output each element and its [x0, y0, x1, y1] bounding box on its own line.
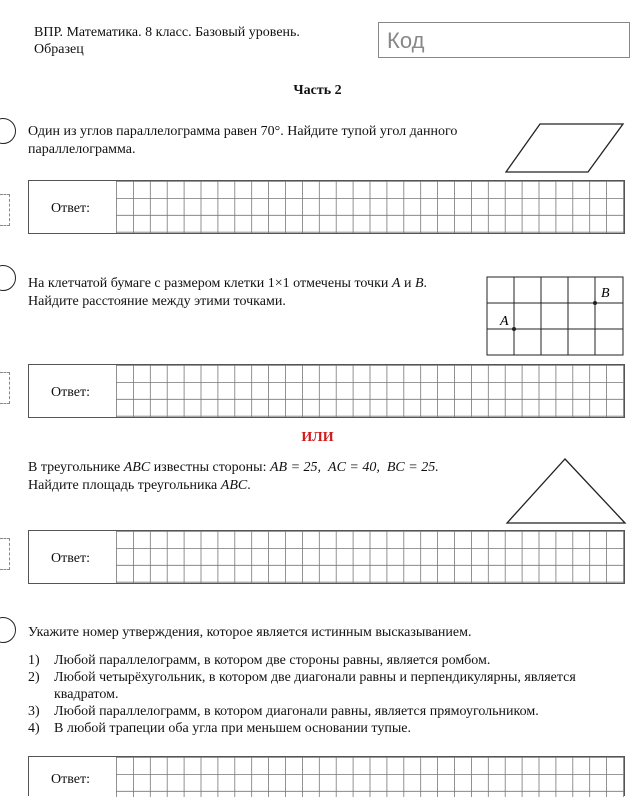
task-number-circle	[0, 118, 16, 144]
grid-figure	[486, 276, 626, 358]
triangle-figure	[505, 457, 627, 525]
statement-number: 4)	[28, 721, 40, 736]
answer-box-1[interactable]	[28, 180, 625, 234]
statement-text: В любой трапеции оба угла при меньшем основании тупые.	[54, 721, 411, 736]
code-field[interactable]: Код	[378, 22, 630, 58]
question-2-text	[28, 275, 478, 311]
answer-grid-4[interactable]	[116, 757, 624, 797]
parallelogram-figure	[505, 122, 625, 174]
answer-label: Ответ:	[51, 385, 90, 400]
score-box	[0, 372, 10, 404]
statements-list	[28, 652, 623, 737]
header	[34, 24, 300, 58]
answer-grid-3[interactable]	[116, 531, 624, 583]
statement-item	[28, 703, 623, 720]
point-a	[512, 327, 516, 331]
question-2-line2: Найдите расстояние между этими точками.	[28, 294, 286, 309]
question-1-line1: Один из углов параллелограмма равен 70°. Найдите тупой угол данного	[28, 124, 458, 139]
statement-text: Любой параллелограмм, в котором две стороны равны, является ромбом.	[54, 653, 491, 668]
alt-line1-pre: В треугольнике	[28, 460, 124, 475]
question-3-intro: Укажите номер утверждения, которое является истинным высказыванием.	[28, 625, 472, 640]
point-a-label: A	[500, 314, 509, 329]
answer-box-2[interactable]	[28, 364, 625, 418]
point-b	[593, 301, 597, 305]
and-word: и	[400, 276, 415, 291]
point-b-label: B	[601, 286, 610, 301]
question-1-text	[28, 123, 498, 159]
score-box	[0, 538, 10, 570]
period: .	[247, 478, 251, 493]
side-bc: BC = 25.	[386, 460, 439, 475]
statement-number: 3)	[28, 704, 40, 719]
statement-item	[28, 669, 623, 703]
statement-item	[28, 652, 623, 669]
header-title: ВПР. Математика. 8 класс. Базовый уровень.	[34, 25, 300, 40]
header-subtitle: Образец	[34, 42, 84, 57]
part-title: Часть 2	[293, 83, 342, 98]
answer-box-3[interactable]	[28, 756, 625, 796]
or-separator: ИЛИ	[301, 430, 334, 445]
task-number-circle	[0, 617, 16, 643]
period: .	[423, 276, 427, 291]
statement-number: 2)	[28, 670, 40, 685]
question-2-alt-text	[28, 459, 508, 495]
statement-text: Любой четырёхугольник, в котором две диагонали равны и перпендикулярны, является квадратом.	[54, 670, 576, 702]
side-ab: AB = 25,	[269, 460, 322, 475]
side-ac: AC = 40,	[328, 460, 380, 475]
statement-text: Любой параллелограмм, в котором диагонали равны, является прямоугольником.	[54, 704, 539, 719]
score-box	[0, 194, 10, 226]
task-number-circle	[0, 265, 16, 291]
answer-label: Ответ:	[51, 201, 90, 216]
statement-item	[28, 720, 623, 737]
triangle-name: ABC	[123, 460, 151, 475]
answer-grid-2[interactable]	[116, 365, 624, 417]
point-a-ref: A	[391, 276, 401, 291]
question-2-line1: На клетчатой бумаге с размером клетки 1×1 отмечены точки	[28, 276, 392, 291]
triangle-name-2: ABC	[220, 478, 248, 493]
answer-label: Ответ:	[51, 772, 90, 787]
answer-box-2-alt[interactable]	[28, 530, 625, 584]
alt-line2-pre: Найдите площадь треугольника	[28, 478, 221, 493]
answer-grid-1[interactable]	[116, 181, 624, 233]
answer-label: Ответ:	[51, 551, 90, 566]
alt-line1-mid: известны стороны:	[150, 460, 270, 475]
point-b-ref: B	[414, 276, 424, 291]
question-1-line2: параллелограмма.	[28, 142, 136, 157]
statement-number: 1)	[28, 653, 40, 668]
